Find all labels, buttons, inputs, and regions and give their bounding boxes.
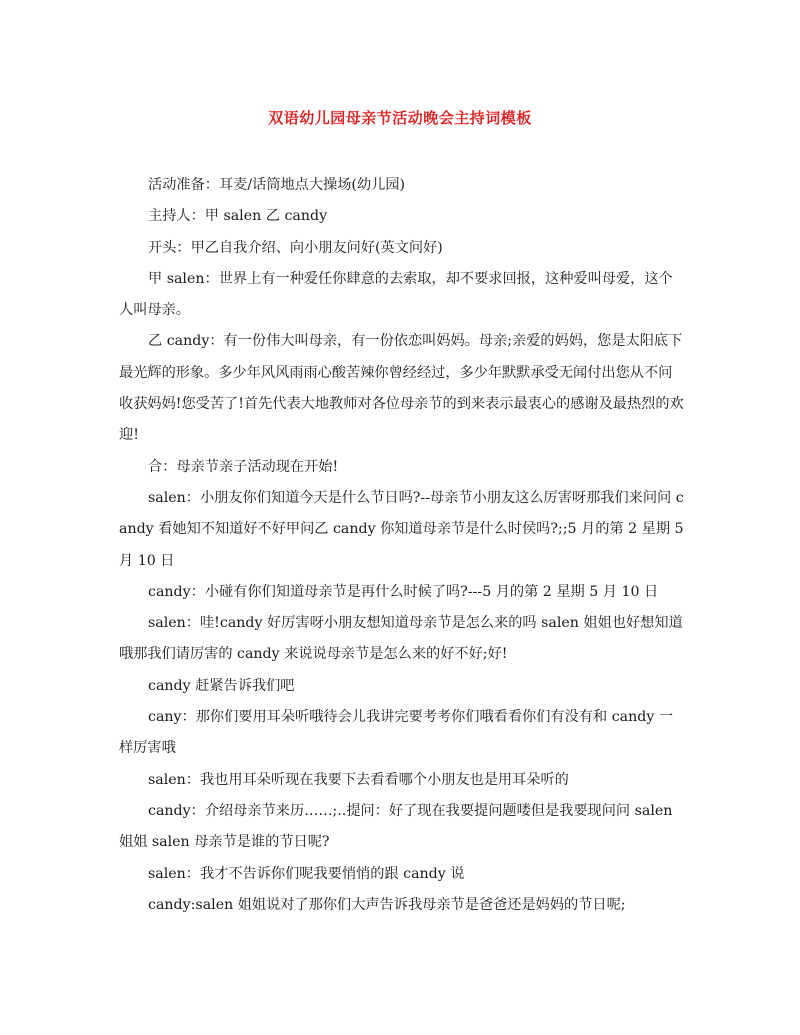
paragraph-candy-1: 乙 candy：有一份伟大叫母亲，有一份依恋叫妈妈。母亲;亲爱的妈妈，您是太阳底下最光辉的形象。多少年风风雨雨心酸苦辣你曾经经过，多少年默默承受无闻付出您从不问收获妈妈!您受苦了!首先代表大地教师对各位母亲节的到来表示最衷心的感谢及最热烈的欢迎! xyxy=(119,333,684,444)
paragraph-preparation: 活动准备：耳麦/话筒地点大操场(幼儿园) xyxy=(148,177,406,193)
paragraph-together: 合：母亲节亲子活动现在开始! xyxy=(148,458,339,475)
paragraph-salen-3: salen：哇!candy 好厉害呀小朋友想知道母亲节是怎么来的吗 salen 姐姐也好想知道哦那我们请厉害的 candy 来说说母亲节是怎么来的好不好;好! xyxy=(119,615,683,663)
document-body xyxy=(119,170,684,921)
document-title: 双语幼儿园母亲节活动晚会主持词模板 xyxy=(268,109,532,127)
paragraph-salen-2: salen：小朋友你们知道今天是什么节日吗?--母亲节小朋友这么厉害呀那我们来问问 candy 看她知不知道好不好甲问乙 candy 你知道母亲节是什么时侯吗?;;5 月的第 2 星期 5 月 10 日 xyxy=(119,489,684,569)
paragraph-candy-4: candy:salen 姐姐说对了那你们大声告诉我母亲节是爸爸还是妈妈的节日呢; xyxy=(148,896,626,913)
paragraph-candy-3: candy：介绍母亲节来历……;..提问：好了现在我要提问题喽但是我要现问问 salen 姐姐 salen 母亲节是谁的节日呢? xyxy=(119,802,673,851)
paragraph-cany: cany：那你们要用耳朵听哦待会儿我讲完要考考你们哦看看你们有没有和 candy 一样厉害哦 xyxy=(119,709,674,757)
paragraph-candy-tell: candy 赶紧告诉我们吧 xyxy=(148,677,295,694)
paragraph-salen-5: salen：我才不告诉你们呢我要悄悄的跟 candy 说 xyxy=(148,865,465,882)
paragraph-salen-1: 甲 salen：世界上有一种爱任你肆意的去索取，却不要求回报，这种爱叫母爱，这个人叫母亲。 xyxy=(119,270,673,319)
paragraph-opening: 开头：甲乙自我介绍、向小朋友问好(英文问好) xyxy=(148,239,443,256)
paragraph-salen-4: salen：我也用耳朵听现在我要下去看看哪个小朋友也是用耳朵听的 xyxy=(148,771,569,788)
paragraph-hosts: 主持人：甲 salen 乙 candy xyxy=(148,208,328,225)
paragraph-candy-2: candy：小碰有你们知道母亲节是再什么时候了吗?---5 月的第 2 星期 5 月 10 日 xyxy=(148,583,659,600)
